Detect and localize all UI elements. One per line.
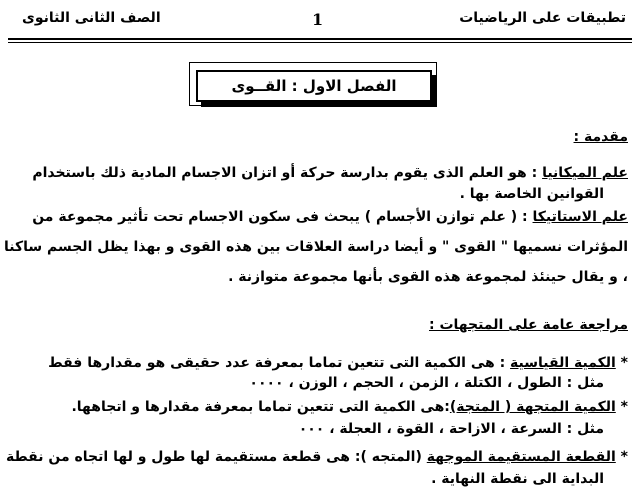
scalar-def: : هى الكمية التى تتعين تماما بمعرفة عدد حقيقى هو مقدارها فقط xyxy=(48,355,511,371)
header-rule-thin xyxy=(8,42,632,43)
scalar-term: الكمية القياسية xyxy=(510,355,616,371)
scalar-line xyxy=(16,354,628,372)
segment-def: (المتجه ): هى قطعة مستقيمة لها طول و لها اتجاه من نقطة xyxy=(6,449,427,465)
statics-line3: المؤثرات نسميها " القوى " و أيضا دراسة العلاقات بين هذه القوى و بهذا يظل الجسم ساكنا xyxy=(3,239,628,255)
bullet: * xyxy=(620,449,628,465)
statics-def: : ( علم توازن الأجسام ) يبحث فى سكون الاجسام تحت تأثير مجموعة من xyxy=(32,209,533,225)
vector-def: :هى الكمية التى تتعين تماما بمعرفة مقدارها و اتجاهها. xyxy=(71,399,450,415)
statics-term: علم الاستاتيكا xyxy=(532,209,628,225)
vector-line xyxy=(16,398,628,416)
scalar-example: مثل : الطول ، الكتلة ، الزمن ، الحجم ، الوزن ، ٠٠٠٠ xyxy=(249,375,604,391)
bullet: * xyxy=(620,355,628,371)
intro-heading: مقدمة : xyxy=(573,129,628,145)
vector-example: مثل : السرعة ، الازاحة ، القوة ، العجلة ، ٠٠٠ xyxy=(298,421,604,437)
vectors-heading: مراجعة عامة على المتجهات : xyxy=(429,317,628,333)
segment-line2: البداية الى نقطة النهاية . xyxy=(431,471,604,487)
mechanics-line2: القوانين الخاصة بها . xyxy=(459,186,604,202)
header-grade: الصف الثانى الثانوى xyxy=(22,10,161,26)
page-number: 1 xyxy=(312,10,324,29)
statics-line xyxy=(16,208,628,226)
bullet: * xyxy=(620,399,628,415)
segment-term: القطعة المستقيمة الموجهة xyxy=(426,449,616,465)
mechanics-line xyxy=(16,164,628,182)
mechanics-def: : هو العلم الذى يقوم بدارسة حركة أو اتزان الاجسام المادية ذلك باستخدام xyxy=(32,165,543,181)
chapter-title: الفصل الاول : القــوى xyxy=(196,70,432,102)
header-subject: تطبيقات على الرياضيات xyxy=(459,10,626,26)
statics-line4: ، و يقال حينئذ لمجموعة هذه القوى بأنها مجموعة متوازنة . xyxy=(228,269,628,285)
mechanics-term: علم الميكانيا xyxy=(542,165,628,181)
vector-term: الكمية المتجهة ( المتجة) xyxy=(449,399,616,415)
segment-line xyxy=(6,448,628,466)
header-rule xyxy=(8,38,632,40)
